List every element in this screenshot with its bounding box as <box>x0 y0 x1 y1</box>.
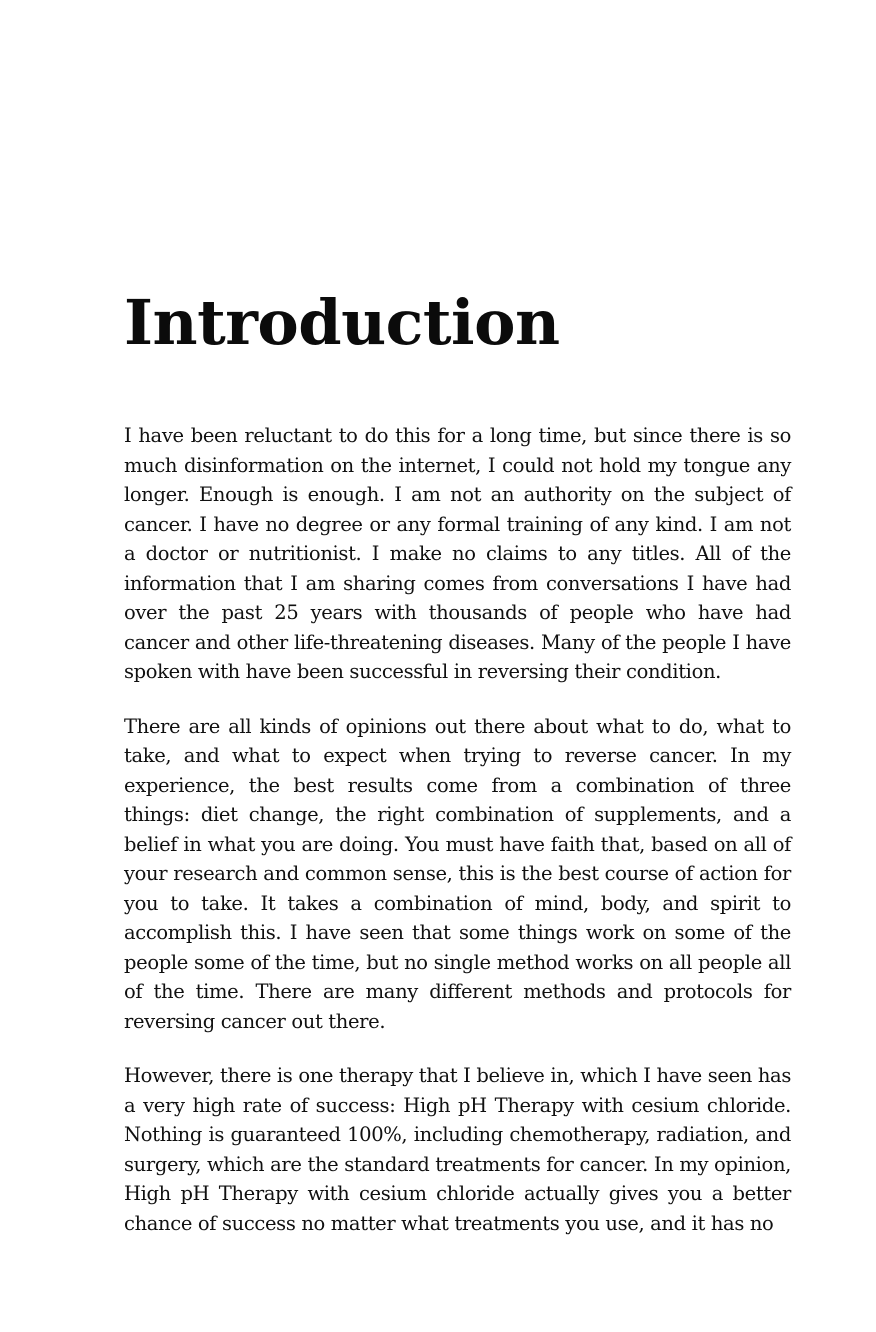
paragraph: There are all kinds of opinions out there about what to do, what to take, and what to expect when trying to reverse cancer. In my experience, the best results come from a combination of three things: diet change, the right combination of supplements, and a belief in what you are doing. You must have faith that, based on all of your research and common sense, this is the best course of action for you to take. It takes a combination of mind, body, and spirit to accomplish this. I have seen that some things work on some of the people some of the time, but no single method works on all people all of the time. There are many different methods and protocols for reversing cancer out there. <box>124 714 791 1033</box>
paragraph: I have been reluctant to do this for a long time, but since there is so much disinformation on the internet, I could not hold my tongue any longer. Enough is enough. I am not an authority on the subject of cancer. I have no degree or any formal training of any kind. I am not a doctor or nutritionist. I make no claims to any titles. All of the information that I am sharing comes from conversations I have had over the past 25 years with thousands of people who have had cancer and other life-threatening diseases. Many of the people I have spoken with have been successful in reversing their condition. <box>124 424 791 683</box>
chapter-title: Introduction <box>124 286 560 359</box>
paragraph: However, there is one therapy that I believe in, which I have seen has a very high rate of success: High pH Therapy with cesium chloride. Nothing is guaranteed 100%, including chemotherapy, radiation, and surgery, which are the standard treatments for cancer. In my opinion, High pH Therapy with cesium chloride actually gives you a better chance of success no matter what treatments you use, and it has no <box>124 1064 791 1235</box>
